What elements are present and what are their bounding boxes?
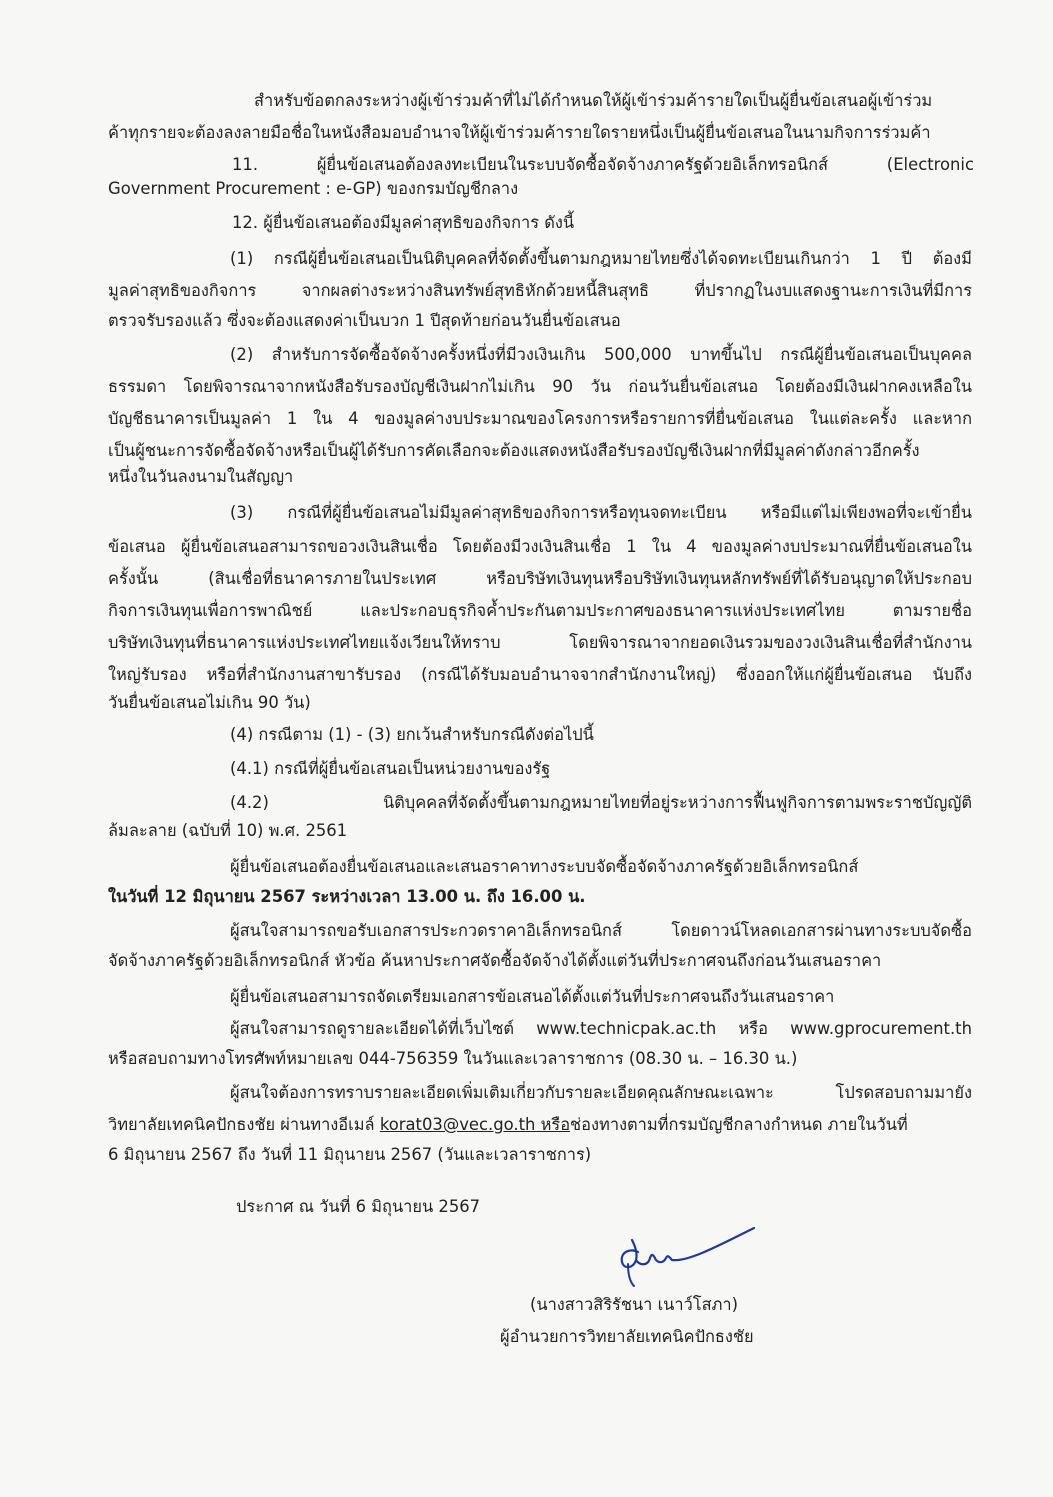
signature-image bbox=[608, 1222, 768, 1292]
clause-11-line: Government Procurement : e-GP) ของกรมบัญชีกลาง bbox=[108, 179, 519, 198]
website-line: ผู้สนใจสามารถดูรายละเอียดได้ที่เว็บไซต์ www.technicpak.ac.th หรือ www.gprocurement.th bbox=[230, 1019, 972, 1038]
clause-12-4-1-line: (4.1) กรณีที่ผู้ยื่นข้อเสนอเป็นหน่วยงานของรัฐ bbox=[230, 759, 551, 778]
email-link[interactable]: korat03@vec.go.th หรือ bbox=[379, 1115, 571, 1134]
clause-12-2-line: ธรรมดา โดยพิจารณาจากหนังสือรับรองบัญชีเงินฝากไม่เกิน 90 วัน ก่อนวันยื่นข้อเสนอ โดยต้องมีเงินฝากคงเหลือใน bbox=[108, 377, 972, 396]
inquiry-text: วิทยาลัยเทคนิคปักธงชัย ผ่านทางอีเมล์ bbox=[108, 1115, 380, 1134]
prepare-line: ผู้ยื่นข้อเสนอสามารถจัดเตรียมเอกสารข้อเสนอได้ตั้งแต่วันที่ประกาศจนถึงวันเสนอราคา bbox=[230, 987, 835, 1006]
clause-12-2-line: บัญชีธนาคารเป็นมูลค่า 1 ใน 4 ของมูลค่างบประมาณของโครงการหรือรายการที่ยื่นข้อเสนอ ในแต่ละครั้ง และหาก bbox=[108, 409, 972, 428]
clause-12-3-line: ครั้งนั้น (สินเชื่อที่ธนาคารภายในประเทศ หรือบริษัทเงินทุนหรือบริษัทเงินทุนหลักทรัพย์ที่ได้รับอนุญาตให้ประกอบ bbox=[108, 569, 972, 588]
inquiry-line: ผู้สนใจต้องการทราบรายละเอียดเพิ่มเติมเกี่ยวกับรายละเอียดคุณลักษณะเฉพาะ โปรดสอบถามมายัง bbox=[230, 1083, 972, 1102]
paragraph-line: สำหรับข้อตกลงระหว่างผู้เข้าร่วมค้าที่ไม่ได้กำหนดให้ผู้เข้าร่วมค้ารายใดเป็นผู้ยื่นข้อเสนอผู้เข้าร่วม bbox=[254, 91, 933, 110]
clause-12-4-2-line: ล้มละลาย (ฉบับที่ 10) พ.ศ. 2561 bbox=[108, 821, 348, 840]
clause-12-1-line: ตรวจรับรองแล้ว ซึ่งจะต้องแสดงค่าเป็นบวก 1 ปีสุดท้ายก่อนวันยื่นข้อเสนอ bbox=[108, 311, 621, 330]
clause-11-line: 11. ผู้ยื่นข้อเสนอต้องลงทะเบียนในระบบจัดซื้อจัดจ้างภาครัฐด้วยอิเล็กทรอนิกส์ (Electronic bbox=[232, 155, 974, 174]
signer-title: ผู้อำนวยการวิทยาลัยเทคนิคปักธงชัย bbox=[500, 1327, 754, 1346]
clause-12-1-line: มูลค่าสุทธิของกิจการ จากผลต่างระหว่างสินทรัพย์สุทธิหักด้วยหนี้สินสุทธิ ที่ปรากฏในงบแสดงฐานะการเงินที่มีการ bbox=[108, 281, 972, 300]
clause-12-3-line: กิจการเงินทุนเพื่อการพาณิชย์ และประกอบธุรกิจค้ำประกันตามประกาศของธนาคารแห่งประเทศไทย ตามรายชื่อ bbox=[108, 601, 972, 620]
download-line: ผู้สนใจสามารถขอรับเอกสารประกวดราคาอิเล็กทรอนิกส์ โดยดาวน์โหลดเอกสารผ่านทางระบบจัดซื้อ bbox=[230, 921, 972, 940]
announcement-date: ประกาศ ณ วันที่ 6 มิถุนายน 2567 bbox=[236, 1197, 481, 1216]
clause-12-4-2-line: (4.2) นิติบุคคลที่จัดตั้งขึ้นตามกฎหมายไทยที่อยู่ระหว่างการฟื้นฟูกิจการตามพระราชบัญญัติ bbox=[230, 793, 972, 812]
clause-12-2-line: เป็นผู้ชนะการจัดซื้อจัดจ้างหรือเป็นผู้ได้รับการคัดเลือกจะต้องแสดงหนังสือรับรองบัญชีเงินฝากที่มีมูลค่าดังกล่าวอีกครั้ง bbox=[108, 441, 920, 460]
inquiry-line bbox=[108, 1110, 908, 1140]
clause-12-3-line: (3) กรณีที่ผู้ยื่นข้อเสนอไม่มีมูลค่าสุทธิของกิจการหรือทุนจดทะเบียน หรือมีแต่ไม่เพียงพอที่จะเข้ายื่น bbox=[230, 503, 972, 522]
clause-12-2-line: (2) สำหรับการจัดซื้อจัดจ้างครั้งหนึ่งที่มีวงเงินเกิน 500,000 บาทขึ้นไป กรณีผู้ยื่นข้อเสนอเป็นบุคคล bbox=[230, 345, 972, 364]
clause-12-1-line: (1) กรณีผู้ยื่นข้อเสนอเป็นนิติบุคคลที่จัดตั้งขึ้นตามกฎหมายไทยซึ่งได้จดทะเบียนเกินกว่า 1 ปี ต้องมี bbox=[230, 249, 972, 268]
signer-name: (นางสาวสิริรัชนา เนาว์โสภา) bbox=[530, 1295, 738, 1314]
clause-12-4-line: (4) กรณีตาม (1) - (3) ยกเว้นสำหรับกรณีดังต่อไปนี้ bbox=[230, 725, 594, 744]
inquiry-date-line: 6 มิถุนายน 2567 ถึง วันที่ 11 มิถุนายน 2567 (วันและเวลาราชการ) bbox=[108, 1145, 592, 1164]
download-line: จัดจ้างภาครัฐด้วยอิเล็กทรอนิกส์ หัวข้อ ค้นหาประกาศจัดซื้อจัดจ้างได้ตั้งแต่วันที่ประกาศจนถึงก่อนวันเสนอราคา bbox=[108, 951, 882, 970]
phone-line: หรือสอบถามทางโทรศัพท์หมายเลข 044-756359 ในวันและเวลาราชการ (08.30 น. – 16.30 น.) bbox=[108, 1049, 798, 1068]
clause-12-3-line: บริษัทเงินทุนที่ธนาคารแห่งประเทศไทยแจ้งเวียนให้ทราบ โดยพิจารณาจากยอดเงินรวมของวงเงินสินเชื่อที่สำนักงาน bbox=[108, 633, 972, 652]
clause-12-3-line: ใหญ่รับรอง หรือที่สำนักงานสาขารับรอง (กรณีได้รับมอบอำนาจจากสำนักงานใหญ่) ซึ่งออกให้แก่ผู้ยื่นข้อเสนอ นับถึง bbox=[108, 665, 972, 684]
paragraph-line: ค้าทุกรายจะต้องลงลายมือชื่อในหนังสือมอบอำนาจให้ผู้เข้าร่วมค้ารายใดรายหนึ่งเป็นผู้ยื่นข้อเสนอในนามกิจการร่วมค้า bbox=[108, 123, 931, 142]
inquiry-text: ช่องทางตามที่กรมบัญชีกลางกำหนด ภายในวันที่ bbox=[570, 1115, 908, 1134]
submission-date-line: ในวันที่ 12 มิถุนายน 2567 ระหว่างเวลา 13.00 น. ถึง 16.00 น. bbox=[108, 887, 586, 906]
clause-12-2-line: หนึ่งในวันลงนามในสัญญา bbox=[108, 467, 294, 486]
clause-12-3-line: ข้อเสนอ ผู้ยื่นข้อเสนอสามารถขอวงเงินสินเชื่อ โดยต้องมีวงเงินสินเชื่อ 1 ใน 4 ของมูลค่างบประมาณที่ยื่นข้อเสนอใน bbox=[108, 537, 972, 556]
submission-line: ผู้ยื่นข้อเสนอต้องยื่นข้อเสนอและเสนอราคาทางระบบจัดซื้อจัดจ้างภาครัฐด้วยอิเล็กทรอนิกส์ bbox=[230, 857, 859, 876]
clause-12-3-line: วันยื่นข้อเสนอไม่เกิน 90 วัน) bbox=[108, 693, 311, 712]
clause-12-heading: 12. ผู้ยื่นข้อเสนอต้องมีมูลค่าสุทธิของกิจการ ดังนี้ bbox=[232, 213, 575, 232]
